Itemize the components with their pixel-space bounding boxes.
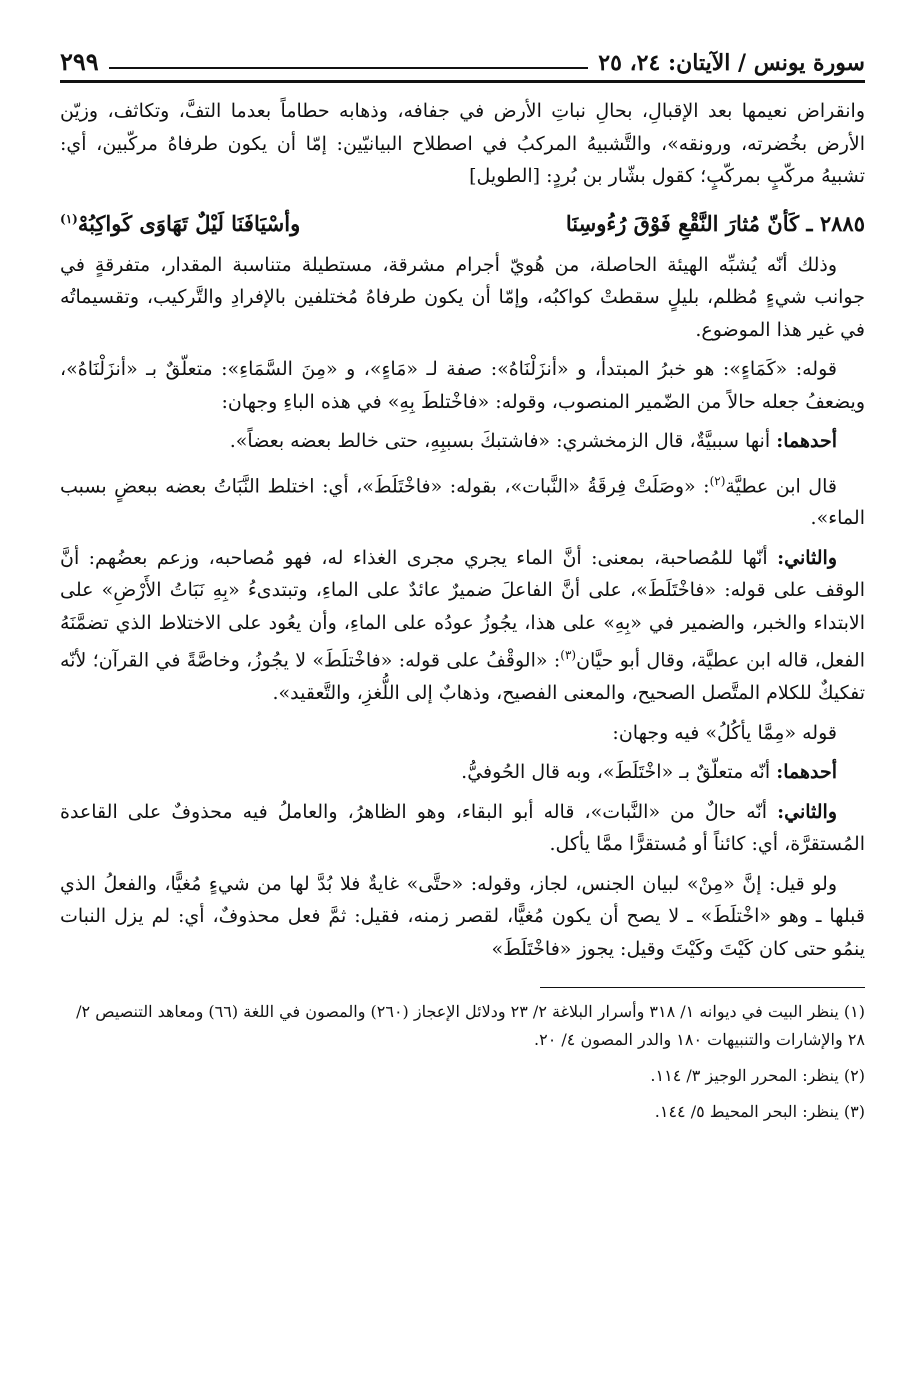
paragraph: قوله «مِمَّا يأكُلُ» فيه وجهان: xyxy=(612,721,837,744)
page-number: ٢٩٩ xyxy=(60,47,99,76)
main-text xyxy=(60,95,865,965)
paragraph xyxy=(60,756,865,789)
paragraph xyxy=(60,465,865,535)
book-page xyxy=(60,40,865,1134)
footnotes xyxy=(60,998,865,1126)
footnote-ref: (١) xyxy=(60,211,78,226)
footnote: (٢) ينظر: المحرر الوجيز ٣/ ١١٤. xyxy=(650,1066,865,1086)
paragraph: وذلك أنّه يُشبِّه الهيئة الحاصلة، من هُويّ أجرام مشرقة، مستطيلة متناسبة المقدار، متفرقةٍ في جوانب شيءٍ مُظلم، بليلٍ سقطتْ كواكبُه، وإمّا أن يكون طرفاهُ مُختلفين بالإفرادِ والتَّركيب، وتقسيماتُه في غير هذا الموضوع. xyxy=(60,253,865,341)
footnote: (١) ينظر البيت في ديوانه ١/ ٣١٨ وأسرار البلاغة ٢/ ٢٣ ودلائل الإعجاز (٢٦٠) والمصون في اللغة (٦٦) ومعاهد التنصيص ٢/ ٢٨ والإشارات والتنبيهات ١٨٠ والدر المصون ٤/ ٢٠. xyxy=(76,1002,865,1050)
point-label: والثاني: xyxy=(777,800,837,823)
verse-first-half xyxy=(566,205,865,243)
poetry-verse xyxy=(60,200,865,243)
verse-hemistich-2: وأسْيَافَنَا لَيْلٌ تَهَاوَى كَواكِبُهْ xyxy=(77,210,301,236)
point-text: أنّه حالٌ من «النَّبات»، قاله أبو البقاء، وهو الظاهرُ، والعاملُ فيه محذوفٌ على القاعدة المُستقرَّة، أي: كائناً أو مُستقرًّا ممَّا يأكل. xyxy=(60,800,865,856)
paragraph xyxy=(60,796,865,861)
running-title: سورة يونس / الآيتان: ٢٤، ٢٥ xyxy=(598,50,865,76)
paragraph xyxy=(60,425,865,458)
paragraph-text: أنّها للمُصاحبة، بمعنى: أنَّ الماء يجري مجرى الغذاء له، فهو مُصاحبه، وزعم بعضُهم: أنَّ الوقف على قوله: «فاخْتَلَطَ»، على أنَّ الفاعلَ ضميرٌ عائدٌ على الماءِ، وتبتدىءُ «بِهِ نَبَاتُ الأَرْضِ» على الابتداء والخبر، والضمير في «بِهِ» على هذا، يجُوزُ عودُه على الماءِ، وأن يعُود على الاختلاط الذي تضمَّنَهُ الفعل، قاله ابن عطيَّة، وقال أبو حيَّان xyxy=(60,546,865,672)
paragraph: وانقراض نعيمها بعد الإقبالِ، بحالِ نباتِ الأرض في جفافه، وذهابه حطاماً بعدما التفَّ، وتكاثف، وزيّن الأرض بخُضرته، ورونقه»، والتَّشبيهُ المركبُ في اصطلاح البيانيّين: إمّا أن يكون طرفاهُ مركّبين، أي: تشبيهُ مركّبٍ بمركّبٍ؛ كقول بشّار بن بُردٍ: [الطويل] xyxy=(60,100,865,187)
footnote: (٣) ينظر: البحر المحيط ٥/ ١٤٤. xyxy=(654,1102,865,1122)
point-label: أحدهما: xyxy=(776,430,837,452)
paragraph-text: قال ابن عطيَّة xyxy=(725,474,837,497)
paragraph-text: : «وصَلَتْ فِرقَةُ «النَّبات»، بقوله: «فاخْتَلَطَ»، أي: اختلط النَّبَاتُ بعضه ببعضٍ بسبب الماء». xyxy=(60,474,865,530)
header-leader-line xyxy=(109,67,589,69)
paragraph: قوله: «كَمَاءٍ»: هو خبرُ المبتدأ، و «أنزَلْنَاهُ»: صفة لـ «مَاءٍ»، و «مِنَ السَّمَاءِ»: متعلّقٌ بـ «أنزَلْنَاهُ»، ويضعفُ جعله حالاً من الضّمير المنصوب، وقوله: «فاخْتلطَ بِهِ» في هذه الباءِ وجهان: xyxy=(60,358,865,413)
header-rule xyxy=(60,80,865,83)
verse-second-half xyxy=(60,200,300,243)
point-text: أنها سببيَّةٌ، قال الزمخشري: «فاشتبكَ بسببِهِ، حتى خالط بعضه بعضاً». xyxy=(229,430,771,452)
verse-hemistich-1: كَأنّ مُثارَ النَّقْعِ فَوْقَ رُءُوسِنَا xyxy=(565,210,800,236)
page-header xyxy=(60,40,865,76)
paragraph xyxy=(60,542,865,710)
paragraph: ولو قيل: إنَّ «مِنْ» لبيان الجنس، لجاز، وقوله: «حتَّى» غايةٌ فلا بُدَّ لها من شيءٍ مُغيًّا، والفعلُ الذي قبلها ـ وهو «اخْتلَطَ» ـ لا يصح أن يكون مُغيًّا، لقصر زمنه، فقيل: ثمَّ فعل محذوفٌ، أي: لم يزل النبات ينمُو حتى كان كَيْتَ وكَيْتَ وقيل: يجوز «فاخْتَلَطَ» xyxy=(60,872,865,960)
point-text: أنّه متعلّقٌ بـ «اخْتَلَطَ»، وبه قال الحُوفيُّ. xyxy=(461,761,771,784)
footnote-separator xyxy=(540,987,865,988)
footnote-ref: (٢) xyxy=(709,473,726,488)
footnote-ref: (٣) xyxy=(560,648,577,663)
verse-number: ٢٨٨٥ ـ xyxy=(806,210,865,236)
paragraph-text: : «الوقْفُ على قوله: «فاخْتلَطَ» لا يجُوزُ، وخاصَّةً في القرآن؛ لأنّه تفكيكٌ للكلام المتَّصل الصحيح، والمعنى الفصيح، وذهابٌ إلى اللُّغزِ، والتَّعقيد». xyxy=(60,649,865,705)
point-label: أحدهما: xyxy=(776,761,837,784)
point-label: والثاني: xyxy=(777,546,837,569)
